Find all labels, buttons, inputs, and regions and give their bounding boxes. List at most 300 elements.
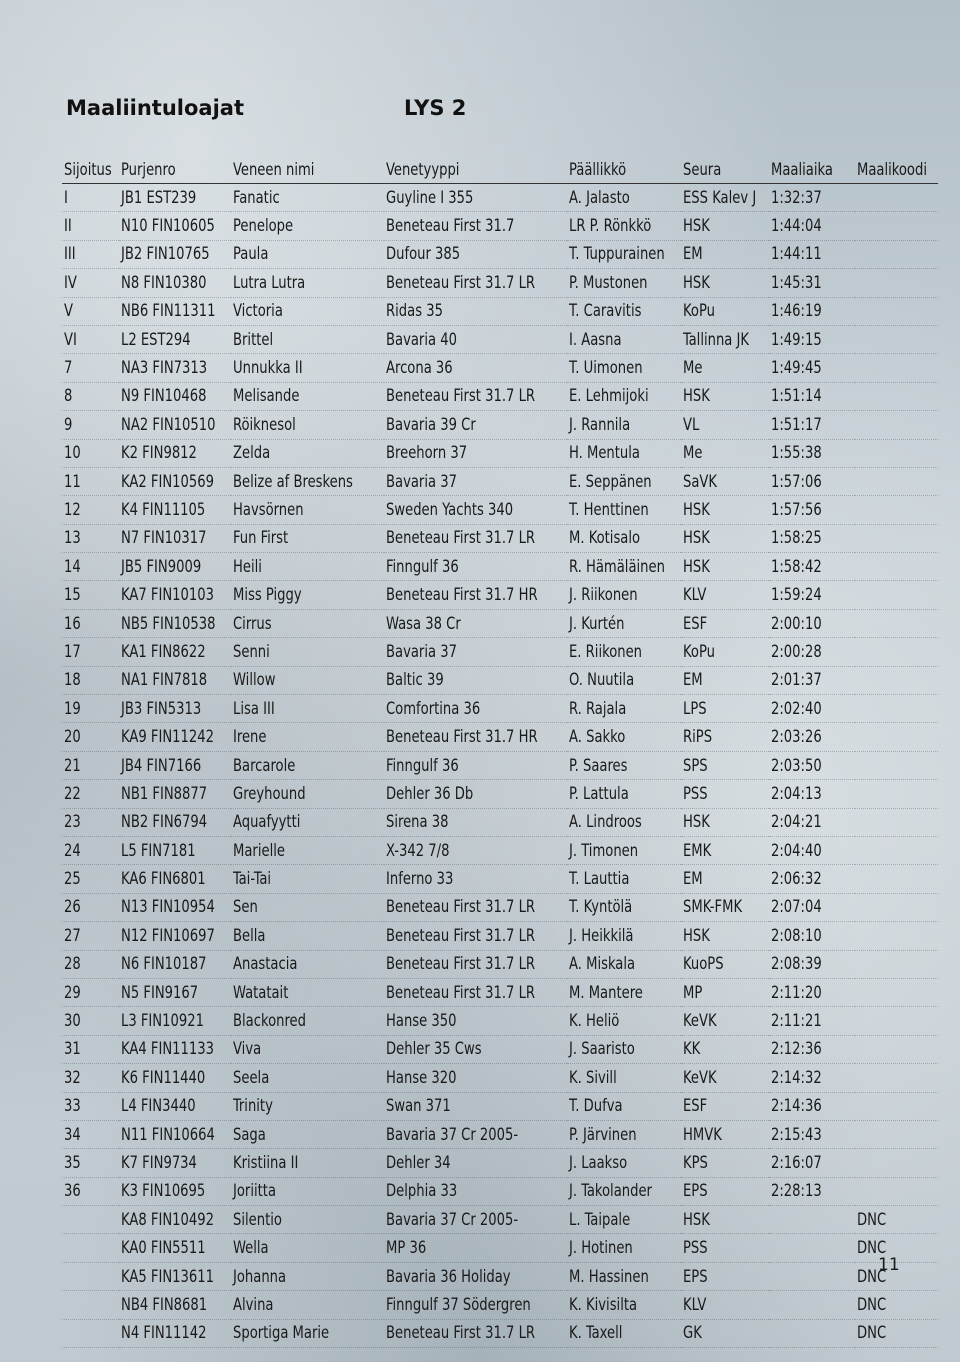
cell-finish-code (855, 212, 938, 240)
cell-boat-name: Cirrus (231, 609, 384, 637)
header-sijoitus: Sijoitus (62, 157, 119, 184)
table-row (62, 893, 938, 921)
cell-boat-name: Kristiina II (231, 1149, 384, 1177)
cell-finish-time: 2:00:28 (769, 638, 855, 666)
cell-finish-time: 1:57:06 (769, 467, 855, 495)
cell-finish-code (855, 1035, 938, 1063)
cell-boat-type: Bavaria 37 (384, 638, 567, 666)
cell-boat-type: Beneteau First 31.7 HR (384, 581, 567, 609)
cell-boat-type: Dehler 36 Db (384, 780, 567, 808)
cell-placement: 8 (62, 382, 119, 410)
cell-boat-name: Victoria (231, 297, 384, 325)
cell-boat-name: Tai-Tai (231, 865, 384, 893)
cell-finish-time: 2:04:21 (769, 808, 855, 836)
cell-boat-type: Bavaria 39 Cr (384, 411, 567, 439)
cell-finish-time: 2:03:50 (769, 751, 855, 779)
cell-finish-code (855, 751, 938, 779)
cell-sail-number: N7 FIN10317 (119, 524, 231, 552)
cell-boat-name: Penelope (231, 212, 384, 240)
cell-club: EM (681, 240, 769, 268)
cell-sail-number: L4 FIN3440 (119, 1092, 231, 1120)
cell-boat-name: Miss Piggy (231, 581, 384, 609)
table-row (62, 666, 938, 694)
cell-finish-time: 2:04:13 (769, 780, 855, 808)
cell-club: EPS (681, 1262, 769, 1290)
cell-club: KuoPS (681, 950, 769, 978)
cell-sail-number: JB4 FIN7166 (119, 751, 231, 779)
cell-sail-number: NB1 FIN8877 (119, 780, 231, 808)
cell-finish-code (855, 836, 938, 864)
page-title: Maaliintuloajat (66, 96, 244, 120)
cell-club: HSK (681, 1206, 769, 1234)
cell-club: KPS (681, 1149, 769, 1177)
cell-placement: 7 (62, 354, 119, 382)
cell-boat-type: Beneteau First 31.7 LR (384, 524, 567, 552)
cell-boat-type: Beneteau First 31.7 LR (384, 1319, 567, 1347)
cell-boat-name: Seela (231, 1064, 384, 1092)
cell-finish-time: 2:14:36 (769, 1092, 855, 1120)
cell-finish-time (769, 1319, 855, 1347)
cell-placement: 14 (62, 553, 119, 581)
cell-skipper: E. Seppänen (567, 467, 681, 495)
cell-finish-time: 2:16:07 (769, 1149, 855, 1177)
cell-skipper: T. Lauttia (567, 865, 681, 893)
table-row (62, 212, 938, 240)
cell-finish-time: 1:59:24 (769, 581, 855, 609)
cell-boat-name: Lutra Lutra (231, 269, 384, 297)
cell-sail-number: KA5 FIN13611 (119, 1262, 231, 1290)
header-seura: Seura (681, 157, 769, 184)
cell-skipper: P. Järvinen (567, 1120, 681, 1148)
cell-club: Tallinna JK (681, 325, 769, 353)
cell-skipper: P. Mustonen (567, 269, 681, 297)
table-row (62, 723, 938, 751)
table-row (62, 1035, 938, 1063)
cell-placement: V (62, 297, 119, 325)
table-row (62, 496, 938, 524)
table-body (62, 184, 938, 1348)
cell-skipper: M. Kotisalo (567, 524, 681, 552)
cell-boat-name: Silentio (231, 1206, 384, 1234)
cell-club: GK (681, 1319, 769, 1347)
table-row (62, 439, 938, 467)
cell-boat-name: Brittel (231, 325, 384, 353)
cell-skipper: T. Kyntölä (567, 893, 681, 921)
cell-boat-type: Ridas 35 (384, 297, 567, 325)
table-row (62, 836, 938, 864)
cell-boat-name: Röiknesol (231, 411, 384, 439)
cell-finish-code (855, 1149, 938, 1177)
cell-boat-type: Baltic 39 (384, 666, 567, 694)
cell-sail-number: KA6 FIN6801 (119, 865, 231, 893)
cell-club: ESF (681, 1092, 769, 1120)
cell-boat-type: Delphia 33 (384, 1177, 567, 1205)
cell-boat-name: Blackonred (231, 1007, 384, 1035)
cell-finish-time: 1:32:37 (769, 184, 855, 212)
cell-finish-code (855, 240, 938, 268)
cell-finish-code (855, 666, 938, 694)
table-row (62, 581, 938, 609)
cell-boat-type: Wasa 38 Cr (384, 609, 567, 637)
cell-skipper: T. Dufva (567, 1092, 681, 1120)
cell-finish-time: 2:08:39 (769, 950, 855, 978)
table-row (62, 1149, 938, 1177)
cell-boat-name: Paula (231, 240, 384, 268)
cell-boat-name: Fun First (231, 524, 384, 552)
cell-boat-type: Hanse 320 (384, 1064, 567, 1092)
cell-sail-number: N6 FIN10187 (119, 950, 231, 978)
page-number: 11 (878, 1255, 900, 1275)
cell-club: EPS (681, 1177, 769, 1205)
table-row (62, 354, 938, 382)
cell-skipper: T. Henttinen (567, 496, 681, 524)
cell-placement: 29 (62, 978, 119, 1006)
cell-finish-time: 1:57:56 (769, 496, 855, 524)
cell-placement: 21 (62, 751, 119, 779)
cell-finish-time: 2:03:26 (769, 723, 855, 751)
cell-finish-code (855, 780, 938, 808)
cell-finish-code (855, 893, 938, 921)
cell-finish-code (855, 325, 938, 353)
cell-finish-time: 2:15:43 (769, 1120, 855, 1148)
cell-finish-code (855, 496, 938, 524)
cell-placement: 32 (62, 1064, 119, 1092)
header-venetyyppi: Venetyyppi (384, 157, 567, 184)
cell-finish-time (769, 1262, 855, 1290)
table-row (62, 1007, 938, 1035)
cell-finish-code (855, 184, 938, 212)
cell-finish-code (855, 1092, 938, 1120)
cell-sail-number: KA4 FIN11133 (119, 1035, 231, 1063)
cell-boat-type: Inferno 33 (384, 865, 567, 893)
cell-skipper: A. Jalasto (567, 184, 681, 212)
header-paallikko: Päällikkö (567, 157, 681, 184)
cell-boat-name: Trinity (231, 1092, 384, 1120)
cell-boat-type: Finngulf 36 (384, 751, 567, 779)
cell-boat-type: MP 36 (384, 1234, 567, 1262)
cell-boat-name: Marielle (231, 836, 384, 864)
cell-club: KeVK (681, 1064, 769, 1092)
cell-boat-name: Sportiga Marie (231, 1319, 384, 1347)
cell-skipper: K. Kivisilta (567, 1291, 681, 1319)
cell-boat-type: Bavaria 37 (384, 467, 567, 495)
cell-placement: 17 (62, 638, 119, 666)
cell-skipper: J. Laakso (567, 1149, 681, 1177)
cell-finish-code (855, 524, 938, 552)
table-row (62, 950, 938, 978)
cell-sail-number: JB1 EST239 (119, 184, 231, 212)
table-row (62, 524, 938, 552)
cell-sail-number: KA2 FIN10569 (119, 467, 231, 495)
cell-club: KoPu (681, 297, 769, 325)
cell-boat-name: Fanatic (231, 184, 384, 212)
cell-boat-name: Saga (231, 1120, 384, 1148)
cell-boat-name: Barcarole (231, 751, 384, 779)
cell-club: LPS (681, 695, 769, 723)
cell-boat-type: Beneteau First 31.7 LR (384, 922, 567, 950)
cell-skipper: T. Caravitis (567, 297, 681, 325)
cell-club: KLV (681, 1291, 769, 1319)
table-row (62, 269, 938, 297)
cell-placement: 16 (62, 609, 119, 637)
cell-finish-time: 1:58:25 (769, 524, 855, 552)
table-row (62, 808, 938, 836)
cell-sail-number: JB3 FIN5313 (119, 695, 231, 723)
cell-finish-code (855, 297, 938, 325)
table-row (62, 1262, 938, 1290)
cell-finish-code (855, 808, 938, 836)
cell-boat-type: Bavaria 40 (384, 325, 567, 353)
cell-finish-time: 2:08:10 (769, 922, 855, 950)
cell-finish-code (855, 638, 938, 666)
cell-finish-time (769, 1206, 855, 1234)
cell-placement: 11 (62, 467, 119, 495)
cell-skipper: J. Hotinen (567, 1234, 681, 1262)
cell-boat-type: Beneteau First 31.7 (384, 212, 567, 240)
table-row (62, 609, 938, 637)
cell-skipper: M. Hassinen (567, 1262, 681, 1290)
cell-sail-number: NB2 FIN6794 (119, 808, 231, 836)
cell-sail-number: K4 FIN11105 (119, 496, 231, 524)
cell-club: SPS (681, 751, 769, 779)
cell-placement: 20 (62, 723, 119, 751)
cell-finish-time: 2:14:32 (769, 1064, 855, 1092)
cell-sail-number: N12 FIN10697 (119, 922, 231, 950)
cell-skipper: O. Nuutila (567, 666, 681, 694)
cell-boat-type: Finngulf 37 Södergren (384, 1291, 567, 1319)
cell-sail-number: N13 FIN10954 (119, 893, 231, 921)
cell-club: KLV (681, 581, 769, 609)
cell-sail-number: N10 FIN10605 (119, 212, 231, 240)
cell-skipper: J. Saaristo (567, 1035, 681, 1063)
cell-club: VL (681, 411, 769, 439)
cell-club: HSK (681, 524, 769, 552)
cell-sail-number: KA0 FIN5511 (119, 1234, 231, 1262)
header-veneen-nimi: Veneen nimi (231, 157, 384, 184)
cell-placement: 15 (62, 581, 119, 609)
cell-club: HSK (681, 496, 769, 524)
cell-finish-code (855, 950, 938, 978)
cell-club: SMK-FMK (681, 893, 769, 921)
cell-placement: 35 (62, 1149, 119, 1177)
table-row (62, 1092, 938, 1120)
cell-finish-code (855, 411, 938, 439)
cell-boat-name: Bella (231, 922, 384, 950)
cell-boat-name: Melisande (231, 382, 384, 410)
cell-club: HSK (681, 922, 769, 950)
cell-boat-name: Havsörnen (231, 496, 384, 524)
cell-finish-code: DNC (855, 1291, 938, 1319)
cell-placement: III (62, 240, 119, 268)
cell-club: HSK (681, 269, 769, 297)
cell-sail-number: NB6 FIN11311 (119, 297, 231, 325)
cell-skipper: M. Mantere (567, 978, 681, 1006)
cell-finish-time: 1:49:15 (769, 325, 855, 353)
cell-sail-number: N8 FIN10380 (119, 269, 231, 297)
cell-finish-code (855, 581, 938, 609)
header-maalikoodi: Maalikoodi (855, 157, 938, 184)
cell-placement: 18 (62, 666, 119, 694)
cell-placement: 9 (62, 411, 119, 439)
cell-sail-number: N5 FIN9167 (119, 978, 231, 1006)
cell-boat-type: Bavaria 37 Cr 2005- (384, 1206, 567, 1234)
cell-boat-type: Sweden Yachts 340 (384, 496, 567, 524)
cell-skipper: P. Lattula (567, 780, 681, 808)
cell-skipper: J. Riikonen (567, 581, 681, 609)
cell-skipper: R. Rajala (567, 695, 681, 723)
cell-boat-name: Heili (231, 553, 384, 581)
cell-club: Me (681, 354, 769, 382)
cell-sail-number: NA1 FIN7818 (119, 666, 231, 694)
cell-finish-time: 1:46:19 (769, 297, 855, 325)
header-purjenro: Purjenro (119, 157, 231, 184)
cell-boat-type: Beneteau First 31.7 LR (384, 950, 567, 978)
cell-boat-type: Beneteau First 31.7 LR (384, 269, 567, 297)
results-table (62, 157, 938, 1348)
table-row (62, 553, 938, 581)
cell-finish-code: DNC (855, 1319, 938, 1347)
cell-placement: 25 (62, 865, 119, 893)
cell-placement: 10 (62, 439, 119, 467)
cell-boat-type: Swan 371 (384, 1092, 567, 1120)
cell-club: Me (681, 439, 769, 467)
cell-finish-code (855, 439, 938, 467)
cell-finish-code (855, 1064, 938, 1092)
cell-boat-type: Beneteau First 31.7 LR (384, 978, 567, 1006)
cell-boat-name: Viva (231, 1035, 384, 1063)
cell-finish-time: 1:44:11 (769, 240, 855, 268)
cell-boat-type: X-342 7/8 (384, 836, 567, 864)
cell-club: ESF (681, 609, 769, 637)
cell-placement: 36 (62, 1177, 119, 1205)
cell-placement: 30 (62, 1007, 119, 1035)
cell-placement: 22 (62, 780, 119, 808)
cell-sail-number: K7 FIN9734 (119, 1149, 231, 1177)
table-row (62, 1319, 938, 1347)
cell-skipper: T. Uimonen (567, 354, 681, 382)
cell-finish-code (855, 1007, 938, 1035)
cell-boat-name: Watatait (231, 978, 384, 1006)
cell-finish-time: 2:12:36 (769, 1035, 855, 1063)
cell-placement: VI (62, 325, 119, 353)
cell-boat-type: Finngulf 36 (384, 553, 567, 581)
cell-finish-code (855, 553, 938, 581)
cell-skipper: A. Miskala (567, 950, 681, 978)
cell-club: RiPS (681, 723, 769, 751)
cell-sail-number: KA8 FIN10492 (119, 1206, 231, 1234)
table-row (62, 1291, 938, 1319)
cell-club: KeVK (681, 1007, 769, 1035)
cell-sail-number: K3 FIN10695 (119, 1177, 231, 1205)
cell-finish-code (855, 1177, 938, 1205)
cell-finish-code (855, 695, 938, 723)
cell-sail-number: NA2 FIN10510 (119, 411, 231, 439)
table-row (62, 1234, 938, 1262)
cell-finish-code (855, 865, 938, 893)
cell-finish-code (855, 609, 938, 637)
cell-boat-type: Dehler 35 Cws (384, 1035, 567, 1063)
cell-skipper: E. Lehmijoki (567, 382, 681, 410)
cell-club: HSK (681, 553, 769, 581)
cell-skipper: A. Sakko (567, 723, 681, 751)
cell-placement: 27 (62, 922, 119, 950)
table-row (62, 297, 938, 325)
cell-placement: 12 (62, 496, 119, 524)
cell-sail-number: NB5 FIN10538 (119, 609, 231, 637)
table-row (62, 382, 938, 410)
cell-sail-number: L3 FIN10921 (119, 1007, 231, 1035)
cell-club: EM (681, 666, 769, 694)
cell-sail-number: NB4 FIN8681 (119, 1291, 231, 1319)
cell-sail-number: N11 FIN10664 (119, 1120, 231, 1148)
cell-finish-time: 1:51:17 (769, 411, 855, 439)
cell-boat-name: Irene (231, 723, 384, 751)
cell-boat-name: Lisa III (231, 695, 384, 723)
cell-boat-name: Unnukka II (231, 354, 384, 382)
cell-placement: I (62, 184, 119, 212)
cell-placement (62, 1262, 119, 1290)
table-row (62, 922, 938, 950)
table-row (62, 1120, 938, 1148)
cell-finish-code (855, 467, 938, 495)
cell-skipper: LR P. Rönkkö (567, 212, 681, 240)
table-row (62, 1177, 938, 1205)
cell-finish-time: 1:49:45 (769, 354, 855, 382)
cell-skipper: E. Riikonen (567, 638, 681, 666)
cell-placement: 26 (62, 893, 119, 921)
cell-club: KK (681, 1035, 769, 1063)
cell-finish-time: 2:06:32 (769, 865, 855, 893)
cell-club: EMK (681, 836, 769, 864)
table-row (62, 780, 938, 808)
cell-boat-type: Guyline I 355 (384, 184, 567, 212)
cell-boat-type: Breehorn 37 (384, 439, 567, 467)
cell-boat-type: Comfortina 36 (384, 695, 567, 723)
cell-boat-type: Beneteau First 31.7 LR (384, 893, 567, 921)
cell-skipper: A. Lindroos (567, 808, 681, 836)
table-row (62, 978, 938, 1006)
cell-sail-number: N4 FIN11142 (119, 1319, 231, 1347)
cell-club: HSK (681, 808, 769, 836)
cell-sail-number: KA7 FIN10103 (119, 581, 231, 609)
cell-finish-code (855, 354, 938, 382)
cell-finish-code: DNC (855, 1234, 938, 1262)
cell-boat-name: Zelda (231, 439, 384, 467)
table-row (62, 751, 938, 779)
table-row (62, 467, 938, 495)
cell-sail-number: K2 FIN9812 (119, 439, 231, 467)
cell-boat-type: Hanse 350 (384, 1007, 567, 1035)
cell-skipper: J. Timonen (567, 836, 681, 864)
cell-boat-type: Sirena 38 (384, 808, 567, 836)
cell-sail-number: N9 FIN10468 (119, 382, 231, 410)
cell-placement (62, 1234, 119, 1262)
cell-boat-name: Anastacia (231, 950, 384, 978)
cell-club: ESS Kalev J (681, 184, 769, 212)
cell-placement: 19 (62, 695, 119, 723)
cell-placement: 33 (62, 1092, 119, 1120)
cell-finish-time: 1:44:04 (769, 212, 855, 240)
cell-skipper: J. Takolander (567, 1177, 681, 1205)
table-row (62, 325, 938, 353)
cell-placement (62, 1206, 119, 1234)
cell-finish-time: 1:45:31 (769, 269, 855, 297)
cell-club: PSS (681, 1234, 769, 1262)
cell-boat-type: Bavaria 37 Cr 2005- (384, 1120, 567, 1148)
cell-placement: IV (62, 269, 119, 297)
cell-placement: II (62, 212, 119, 240)
cell-skipper: J. Rannila (567, 411, 681, 439)
